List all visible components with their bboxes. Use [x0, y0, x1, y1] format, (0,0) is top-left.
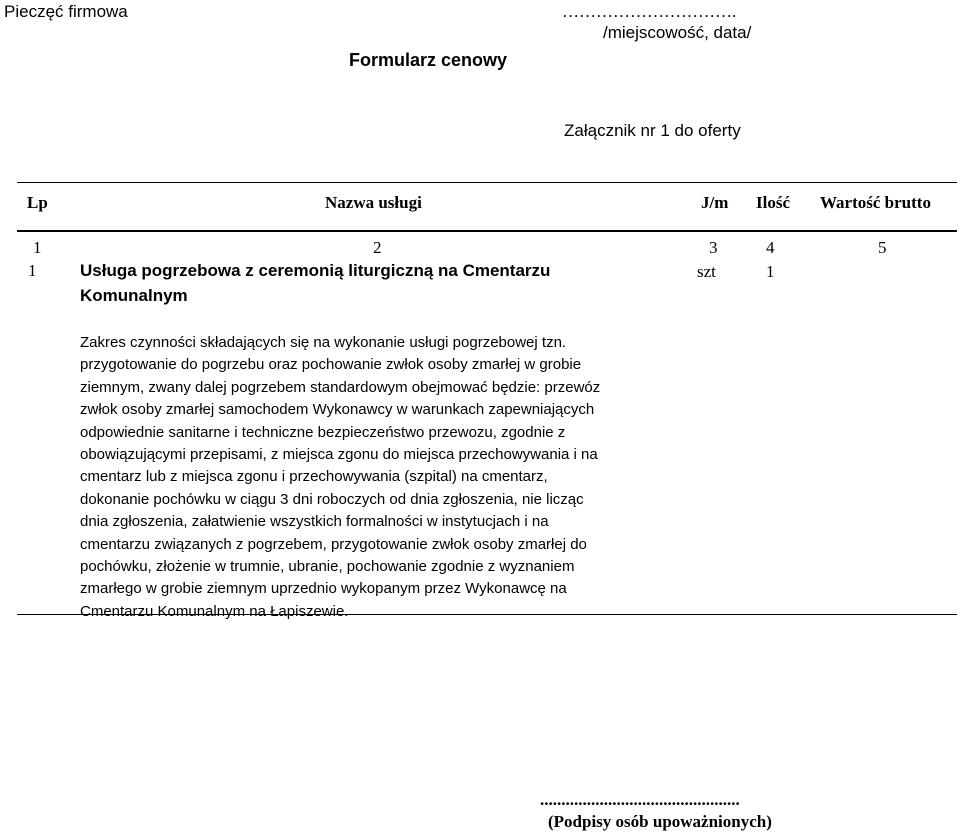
description-line: zmarłego w grobie ziemnym uprzednio wykopanym przez Wykonawcę na: [80, 580, 567, 598]
header-quantity: Ilość: [756, 193, 790, 212]
description-line: zwłok osoby zmarłej samochodem Wykonawcy w warunkach zapewniających: [80, 401, 595, 419]
form-title: Formularz cenowy: [349, 50, 508, 70]
description-line: pochówku, złożenie w trumnie, ubranie, pochowanie zgodnie z wyznaniem: [80, 558, 575, 576]
row-quantity: 1: [766, 262, 775, 281]
header-service-name: Nazwa usługi: [325, 193, 422, 212]
attachment-label: Załącznik nr 1 do oferty: [564, 121, 741, 140]
header-unit: J/m: [701, 193, 729, 212]
column-number-2: 2: [373, 238, 382, 257]
description-line: przygotowanie do pogrzebu oraz pochowanie zwłok osoby zmarłej w grobie: [80, 356, 582, 374]
header-bottom-border: [17, 230, 957, 232]
column-number-3: 3: [709, 238, 718, 257]
header-gross-value: Wartość brutto: [820, 193, 931, 212]
description-line: Cmentarzu Komunalnym na Łapiszewie.: [80, 602, 349, 620]
description-line: cmentarzu związanych z pogrzebem, przygotowanie zwłok osoby zmarłej do: [80, 535, 587, 553]
description-line: obowiązującymi przepisami, z miejsca zgonu do miejsca przechowywania i na: [80, 446, 598, 464]
company-stamp-label: Pieczęć firmowa: [4, 2, 128, 21]
row-service-name-line2: Komunalnym: [80, 286, 188, 305]
row-service-name-line1: Usługa pogrzebowa z ceremonią liturgiczną na Cmentarzu: [80, 261, 551, 280]
service-description: [80, 332, 695, 623]
description-line: Zakres czynności składających się na wykonanie usługi pogrzebowej tzn.: [80, 334, 567, 351]
place-date-label: /miejscowość, data/: [603, 23, 752, 42]
description-line: cmentarz lub z miejsca zgonu i przechowywania (szpital) na cmentarz,: [80, 468, 548, 486]
header-lp: Lp: [27, 193, 48, 212]
description-line: dokonanie pochówku w ciągu 3 dni roboczych od dnia zgłoszenia, nie licząc: [80, 490, 584, 508]
column-number-1: 1: [33, 238, 42, 257]
row-unit: szt: [697, 262, 716, 281]
description-line: dnia zgłoszenia, załatwienie wszystkich formalności w instytucjach i na: [80, 513, 549, 531]
description-line: ziemnym, zwany dalej pogrzebem standardowym obejmować będzie: przewóz: [80, 378, 601, 396]
signature-label: (Podpisy osób upoważnionych): [548, 812, 772, 831]
dots-line: ………………………….: [562, 2, 737, 21]
description-line: odpowiednie sanitarne i techniczne bezpieczeństwo przewozu, zgodnie z: [80, 423, 566, 441]
column-number-4: 4: [766, 238, 775, 257]
signature-dots: ...............................................: [540, 790, 740, 809]
row-lp: 1: [28, 261, 37, 280]
column-number-5: 5: [878, 238, 887, 257]
table-top-border: [17, 182, 957, 183]
